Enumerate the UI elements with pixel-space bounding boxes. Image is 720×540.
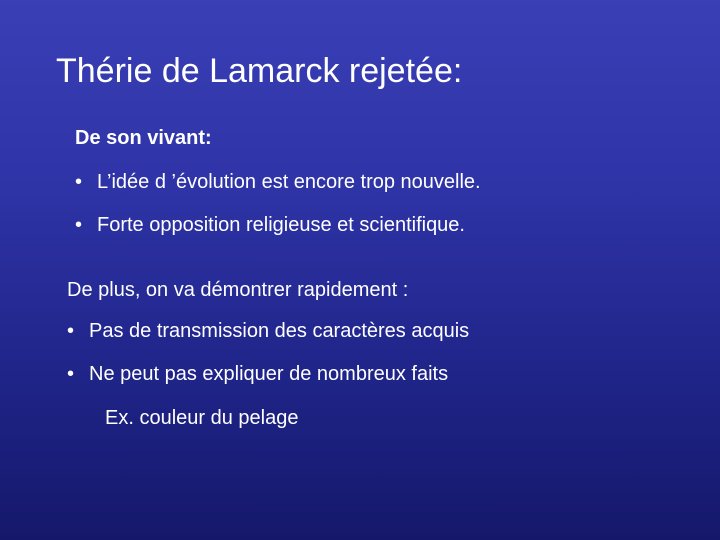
section-furthermore [67, 279, 408, 302]
list-item [75, 171, 481, 194]
list-item-text: L’idée d ’évolution est encore trop nouvelle. [97, 171, 481, 193]
section-heading: De plus, on va démontrer rapidement : [67, 279, 409, 301]
section-lifetime-list [75, 171, 481, 237]
list-item-text: Forte opposition religieuse et scientifique. [97, 214, 465, 236]
bullet-icon: • [75, 171, 83, 193]
list-item-text: Pas de transmission des caractères acquis [89, 320, 470, 342]
list-item [67, 320, 469, 343]
section-furthermore-list [67, 320, 469, 386]
slide-title: Thérie de Lamarck rejetée: [56, 52, 463, 90]
example-text: Ex. couleur du pelage [105, 407, 299, 429]
section-lifetime [75, 127, 212, 150]
section-heading: De son vivant: [75, 127, 212, 149]
bullet-icon: • [67, 363, 75, 385]
list-item [75, 214, 481, 237]
list-item [67, 363, 469, 386]
bullet-icon: • [67, 320, 75, 342]
bullet-icon: • [75, 214, 83, 236]
list-item-text: Ne peut pas expliquer de nombreux faits [89, 363, 449, 385]
